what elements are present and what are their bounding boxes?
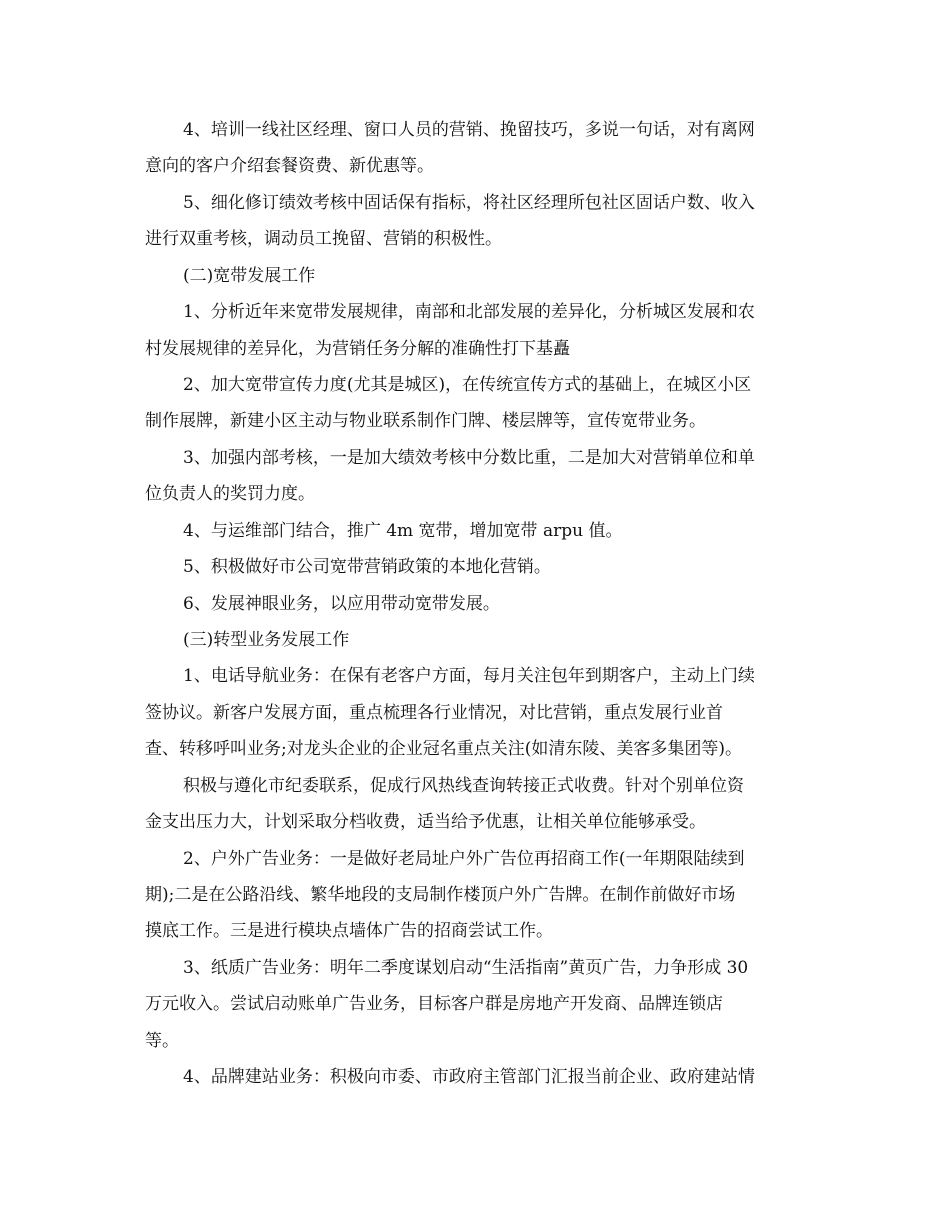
text-line: 2、户外广告业务：一是做好老局址户外广告位再招商工作(一年期限陆续到 <box>183 849 745 869</box>
text-line: 1、电话导航业务：在保有老客户方面，每月关注包年到期客户，主动上门续 <box>183 666 755 686</box>
text-line: 5、细化修订绩效考核中固话保有指标，将社区经理所包社区固话户数、收入 <box>183 193 755 213</box>
text-line: 制作展牌，新建小区主动与物业联系制作门牌、楼层牌等，宣传宽带业务。 <box>145 411 706 431</box>
text-line: 金支出压力大，计划采取分档收费，适当给予优惠，让相关单位能够承受。 <box>145 812 706 832</box>
text-line: 5、积极做好市公司宽带营销政策的本地化营销。 <box>183 557 551 577</box>
text-line: 进行双重考核，调动员工挽留、营销的积极性。 <box>145 229 502 249</box>
text-line: 等。 <box>145 1031 179 1051</box>
text-line: 3、加强内部考核，一是加大绩效考核中分数比重，二是加大对营销单位和单 <box>183 448 755 468</box>
text-line: 万元收入。尝试启动账单广告业务，目标客户群是房地产开发商、品牌连锁店 <box>145 994 723 1014</box>
text-line: 签协议。新客户发展方面，重点梳理各行业情况，对比营销，重点发展行业首 <box>145 703 723 723</box>
text-line: 摸底工作。三是进行模块点墙体广告的招商尝试工作。 <box>145 921 553 941</box>
text-line: 3、纸质广告业务：明年二季度谋划启动“生活指南”黄页广告，力争形成 30 <box>183 958 749 978</box>
text-line: 4、培训一线社区经理、窗口人员的营销、挽留技巧，多说一句话，对有离网 <box>183 120 755 140</box>
text-line: 6、发展神眼业务，以应用带动宽带发展。 <box>183 594 500 614</box>
text-line: 村发展规律的差异化，为营销任务分解的准确性打下基矗 <box>145 339 570 359</box>
text-line: 2、加大宽带宣传力度(尤其是城区)，在传统宣传方式的基础上，在城区小区 <box>183 375 752 395</box>
text-line: 积极与遵化市纪委联系，促成行风热线查询转接正式收费。针对个别单位资 <box>183 776 744 796</box>
text-line: 期);二是在公路沿线、繁华地段的支局制作楼顶户外广告牌。在制作前做好市场 <box>145 885 736 905</box>
text-line: 查、转移呼叫业务;对龙头企业的企业冠名重点关注(如清东陵、美客多集团等)。 <box>145 739 742 759</box>
text-line: 意向的客户介绍套餐资费、新优惠等。 <box>145 156 434 176</box>
text-line: 位负责人的奖罚力度。 <box>145 484 315 504</box>
text-line: 1、分析近年来宽带发展规律，南部和北部发展的差异化，分析城区发展和农 <box>183 302 755 322</box>
text-line: 4、与运维部门结合，推广 4m 宽带，增加宽带 arpu 值。 <box>183 521 623 541</box>
text-line: 4、品牌建站业务：积极向市委、市政府主管部门汇报当前企业、政府建站情 <box>183 1067 755 1087</box>
section-heading: (二)宽带发展工作 <box>183 266 316 286</box>
section-heading: (三)转型业务发展工作 <box>183 630 350 650</box>
